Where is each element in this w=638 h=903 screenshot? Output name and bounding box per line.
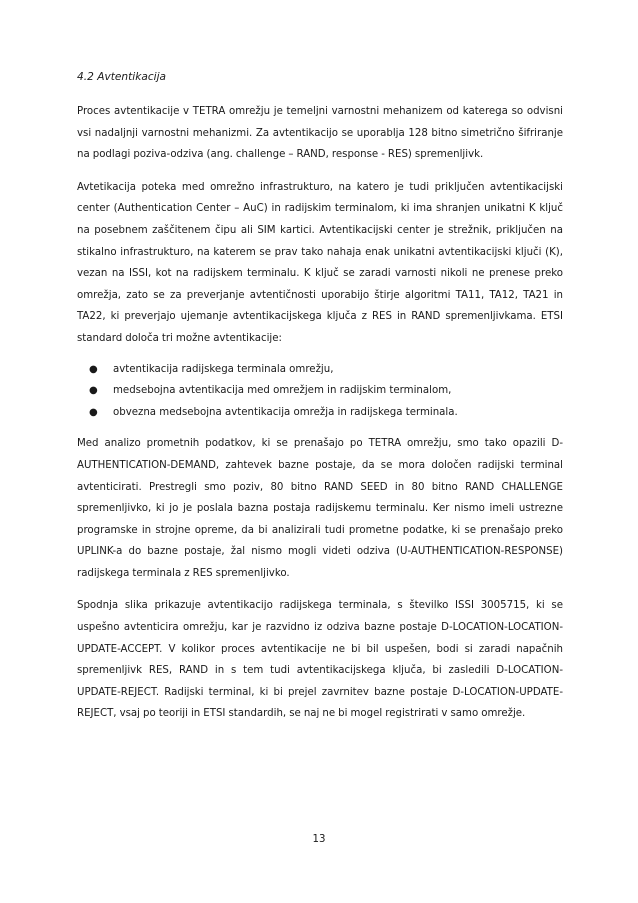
paragraph-figure-description: Spodnja slika prikazuje avtentikacijo radijskega terminala, s številko ISSI 3005715, ki se uspešno avtenticira omrežju, kar je razvidno iz odziva bazne postaje D-LOCATION-LOCATION-UPDATE-ACCEPT. V kolikor proces avtentikacije ne bi bil uspešen, bodi si zaradi napačnih spremenljivk RES, RAND in s tem tudi avtentikacijskega ključa, bi zasledili D-LOCATION-UPDATE-REJECT. Radijski terminal, ki bi prejel zavrnitev bazne postaje D-LOCATION-UPDATE-REJECT, vsaj po teoriji in ETSI standardih, se naj ne bi mogel registrirati v samo omrežje. [77,600,563,720]
list-item [77,380,563,402]
list-item-text: obvezna medsebojna avtentikacija omrežja in radijskega terminala. [113,406,458,418]
list-item [77,402,563,424]
authentication-types-list [77,359,563,424]
paragraph-traffic-analysis: Med analizo prometnih podatkov, ki se prenašajo po TETRA omrežju, smo tako opazili D-AUTHENTICATION-DEMAND, zahtevek bazne postaje, da se mora določen radijski terminal avtenticirati. Prestregli smo poziv, 80 bitno RAND SEED in 80 bitno RAND CHALLENGE spremenljivko, ki jo je poslala bazna postaja radijskemu terminalu. Ker nismo imeli ustrezne programske in strojne opreme, da bi analizirali tudi prometne podatke, ki se prenašajo preko UPLINK-a do bazne postaje, žal nismo mogli videti odziva (U-AUTHENTICATION-RESPONSE) radijskega terminala z RES spremenljivko. [77,438,563,579]
bullet-icon: ● [89,363,98,375]
page-content [77,70,563,736]
page-number: 13 [312,834,326,845]
paragraph-authentication-intro: Proces avtentikacije v TETRA omrežju je temeljni varnostni mehanizem od katerega so odvisni vsi nadaljnji varnostni mehanizmi. Za avtentikacijo se uporablja 128 bitno simetrično šifriranje na podlagi poziva-odziva (ang. challenge – RAND, response - RES) spremenljivk. [77,106,563,161]
bullet-icon: ● [89,385,98,397]
list-item [77,359,563,381]
paragraph-authentication-process: Avtetikacija poteka med omrežno infrastrukturo, na katero je tudi priključen avtentikacijski center (Authentication Center – AuC) in radijskim terminalom, ki ima shranjen unikatni K ključ na posebnem zaščitenem čipu ali SIM kartici. Avtentikacijski center je strežnik, priključen na stikalno infrastrukturo, na katerem se prav tako nahaja enak unikatni avtentikacijski ključi (K), vezan na ISSI, kot na radijskem terminalu. K ključ se zaradi varnosti nikoli ne prenese preko omrežja, zato se za preverjanje avtentičnosti uporabijo štirje algoritmi TA11, TA12, TA21 in TA22, ki preverjajo ujemanje avtentikacijskega ključa z RES in RAND spremenljivkama. ETSI standard določa tri možne avtentikacije: [77,181,563,344]
bullet-icon: ● [89,406,98,418]
section-heading: 4.2 Avtentikacija [77,71,167,83]
list-item-text: avtentikacija radijskega terminala omrežju, [113,363,334,375]
list-item-text: medsebojna avtentikacija med omrežjem in radijskim terminalom, [113,385,452,397]
